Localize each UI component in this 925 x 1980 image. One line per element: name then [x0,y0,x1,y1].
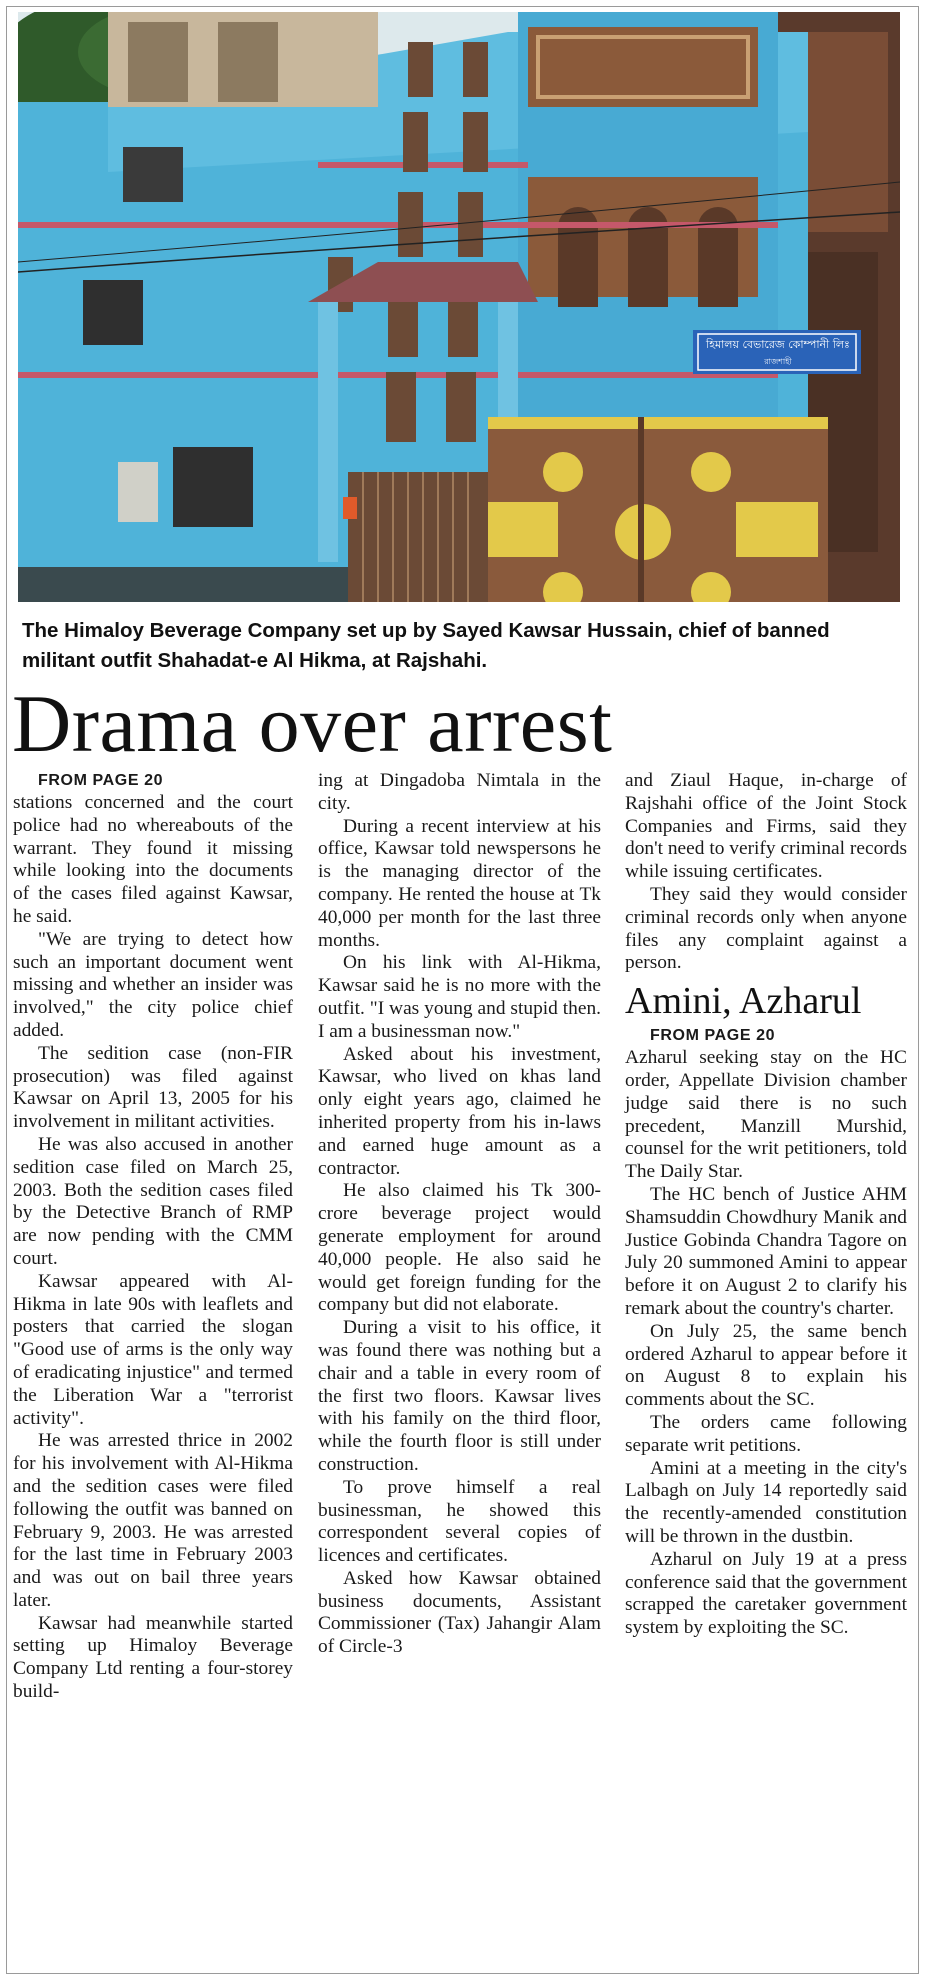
paragraph: Azharul on July 19 at a press conference said that the government scrapped the caretaker government system by exploiting the SC. [625,1548,907,1639]
column-2 [318,770,601,1659]
paragraph: He was arrested thrice in 2002 for his involvement with Al-Hikma and the sedition cases were filed following the outfit was banned on February 9, 2003. He was arrested for the last time in February 2003 and was out on bail three years later. [13,1430,293,1611]
sign-text-line1: হিমালয় বেভারেজ কোম্পানী লিঃ [706,338,850,351]
paragraph: Asked about his investment, Kawsar, who lived on khas land only eight years ago, claimed he inherited property from his in-laws and earned huge amount as a contractor. [318,1043,601,1179]
paragraph: Amini at a meeting in the city's Lalbagh on July 14 reportedly said the recently-amended constitution will be thrown in the dustbin. [625,1457,907,1547]
photo-caption: The Himaloy Beverage Company set up by Sayed Kawsar Hussain, chief of banned militant outfit Shahadat-e Al Hikma, at Rajshahi. [22,619,830,672]
paragraph: On his link with Al-Hikma, Kawsar said he is no more with the outfit. "I was young and stupid then. I am a businessman now." [318,952,601,1042]
headline: Drama over arrest [12,678,613,769]
paragraph: They said they would consider criminal records only when anyone files any complaint against a person. [625,883,907,974]
paragraph: During a visit to his office, it was found there was nothing but a chair and a table in every room of the first two floors. Kawsar lives with his family on the third floor, while the fourth floor is still under construction. [318,1317,601,1475]
sub-headline: Amini, Azharul [625,980,862,1023]
paragraph: Kawsar appeared with Al-Hikma in late 90s with leaflets and posters that carried the slogan "Good use of arms is the only way of eradicating injustice" and termed the Liberation War a "terrorist activity". [13,1270,293,1429]
paragraph: The orders came following separate writ petitions. [625,1411,907,1456]
paragraph: Asked how Kawsar obtained business documents, Assistant Commissioner (Tax) Jahangir Alam of Circle-3 [318,1567,601,1658]
paragraph: stations concerned and the court police had no whereabouts of the warrant. They found it missing while looking into the documents of the cases filed against Kawsar, he said. [13,792,293,927]
paragraph: Kawsar had meanwhile started setting up Himaloy Beverage Company Ltd renting a four-storey build- [13,1612,293,1703]
paragraph: On July 25, the same bench ordered Azharul to appear before it on August 8 to explain his comments about the SC. [625,1320,907,1411]
paragraph: To prove himself a real businessman, he showed this correspondent several copies of licences and certificates. [318,1476,601,1567]
paragraph: and Ziaul Haque, in-charge of Rajshahi office of the Joint Stock Companies and Firms, said they don't need to verify criminal records while issuing certificates. [625,770,907,883]
building-illustration [18,12,900,602]
building-photo [18,12,900,602]
continued-from-kicker: FROM PAGE 20 [38,772,164,789]
sign-text-line2: রাজশাহী [764,357,792,366]
paragraph: Azharul seeking stay on the HC order, Appellate Division chamber judge said there is no such precedent, Manzill Murshid, counsel for the writ petitioners, told The Daily Star. [625,1047,907,1183]
paragraph: During a recent interview at his office, Kawsar told newspersons he is the managing director of the company. He rented the house at Tk 40,000 per month for the last three months. [318,815,601,951]
paragraph: He also claimed his Tk 300-crore beverage project would generate employment for around 40,000 people. He also said he would get foreign funding for the company but did not elaborate. [318,1180,601,1316]
paragraph: The sedition case (non-FIR prosecution) was filed against Kawsar on April 13, 2005 for his involvement in militant activities. [13,1042,293,1133]
paragraph: The HC bench of Justice AHM Shamsuddin Chowdhury Manik and Justice Gobinda Chandra Tagore on July 20 summoned Amini to appear before it on August 2 to clarify his remark about the country's charter. [625,1183,907,1319]
paragraph: "We are trying to detect how such an important document went missing and whether an insider was involved," the city police chief added. [13,928,293,1041]
paragraph: ing at Dingadoba Nimtala in the city. [318,770,601,814]
column-1 [13,770,293,1704]
column-3 [625,770,907,1640]
continued-from-kicker: FROM PAGE 20 [650,1027,776,1045]
paragraph: He was also accused in another sedition case filed on March 25, 2003. Both the sedition cases filed by the Detective Branch of RMP are now pending with the CMM court. [13,1133,293,1269]
